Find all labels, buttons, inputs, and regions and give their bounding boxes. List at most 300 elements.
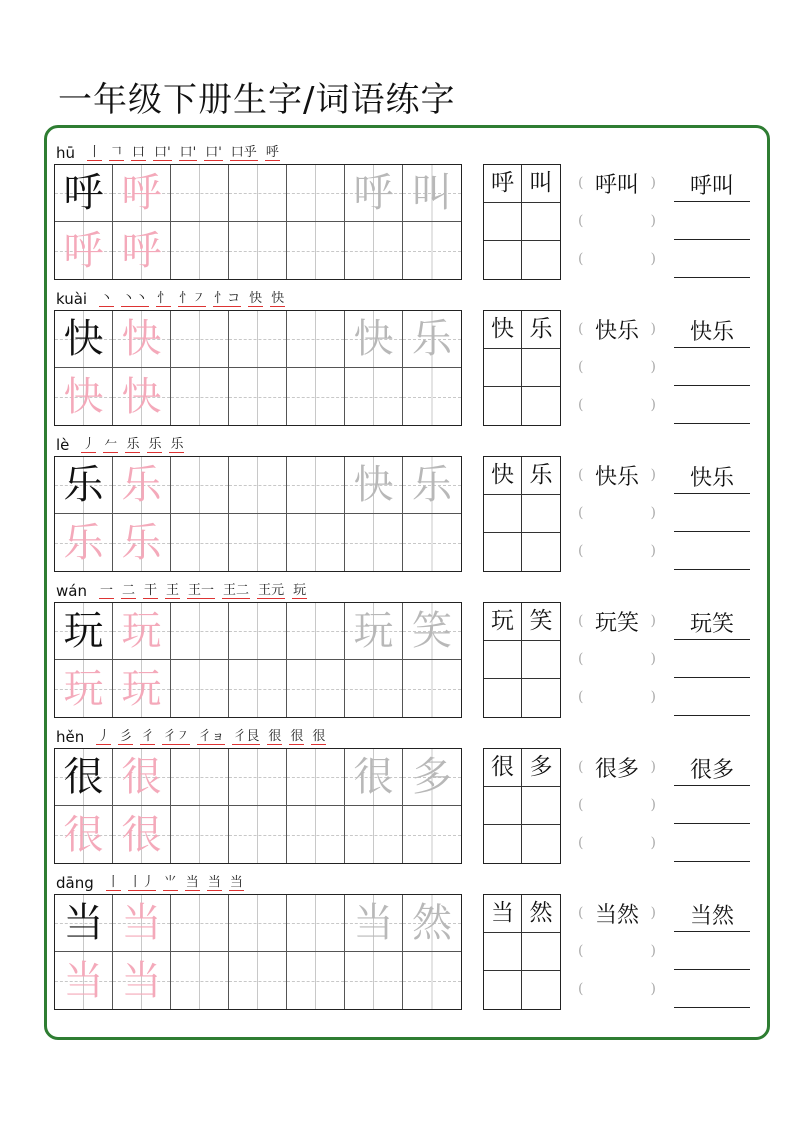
stroke-step: 很 [268, 728, 282, 744]
writing-cell[interactable] [55, 514, 113, 571]
practice-char: 叫 [412, 170, 452, 216]
paren-row[interactable] [578, 748, 656, 786]
writing-cell[interactable] [345, 603, 403, 660]
word-cell[interactable] [522, 787, 560, 825]
line-fill-column [674, 164, 750, 280]
paren-close: ) [650, 213, 656, 229]
paren-row[interactable] [578, 240, 656, 278]
word-cell[interactable] [484, 825, 522, 863]
writing-cell[interactable] [113, 368, 171, 425]
practice-section [0, 580, 800, 726]
word-char: 快 [491, 462, 514, 488]
stroke-step: 快 [249, 290, 263, 306]
write-line[interactable] [674, 310, 750, 348]
write-line[interactable] [674, 532, 750, 570]
word-cell[interactable] [484, 311, 522, 349]
paren-row[interactable] [578, 786, 656, 824]
paren-open: ( [578, 759, 584, 775]
writing-cell[interactable] [55, 165, 113, 222]
write-line[interactable] [674, 824, 750, 862]
practice-section [0, 288, 800, 434]
write-line[interactable] [674, 602, 750, 640]
paren-open: ( [578, 505, 584, 521]
writing-cell[interactable] [287, 806, 345, 863]
paren-row[interactable] [578, 456, 656, 494]
practice-char: 呼 [63, 170, 104, 216]
writing-cell[interactable] [403, 603, 461, 660]
word-cell[interactable] [522, 349, 560, 387]
writing-cell[interactable] [171, 368, 229, 425]
pinyin-fill-column [578, 310, 656, 426]
practice-char: 当 [121, 900, 162, 946]
practice-section [0, 142, 800, 288]
word-char: 然 [529, 900, 553, 926]
stroke-step: 丨 [88, 144, 102, 160]
stroke-step: 𠃍 [110, 144, 124, 160]
pinyin-fill-column [578, 456, 656, 572]
paren-row[interactable] [578, 532, 656, 570]
writing-cell[interactable] [287, 165, 345, 222]
stroke-step: 忄㇇ [179, 290, 206, 306]
word-cell[interactable] [522, 457, 560, 495]
write-line[interactable] [674, 640, 750, 678]
stroke-step: 二 [121, 582, 135, 598]
line-fill-column [674, 748, 750, 864]
paren-word: 玩笑 [594, 610, 639, 636]
practice-char: 快 [121, 373, 162, 420]
stroke-step: 丨 [106, 874, 120, 890]
tianzige-grid [54, 456, 462, 572]
line-fill-column [674, 310, 750, 426]
paren-word: 快乐 [594, 318, 639, 344]
writing-cell[interactable] [229, 368, 287, 425]
writing-cell[interactable] [345, 222, 403, 279]
pinyin-label: hěn [56, 728, 85, 746]
writing-cell[interactable] [55, 749, 113, 806]
writing-cell[interactable] [345, 311, 403, 368]
writing-cell[interactable] [113, 806, 171, 863]
stroke-step: 丶丶 [122, 290, 149, 306]
word-cell[interactable] [522, 495, 560, 533]
write-line[interactable] [674, 386, 750, 424]
writing-cell[interactable] [171, 895, 229, 952]
word-cell[interactable] [522, 387, 560, 425]
pinyin-stroke-line [56, 580, 307, 602]
paren-open: ( [578, 905, 584, 921]
paren-row[interactable] [578, 970, 656, 1008]
paren-row[interactable] [578, 202, 656, 240]
paren-row[interactable] [578, 348, 656, 386]
writing-cell[interactable] [55, 311, 113, 368]
practice-char: 玩 [63, 665, 104, 712]
write-line[interactable] [674, 240, 750, 278]
practice-char: 玩 [353, 608, 394, 654]
paren-open: ( [578, 981, 584, 997]
paren-open: ( [578, 797, 584, 813]
writing-cell[interactable] [229, 603, 287, 660]
word-cell[interactable] [522, 895, 560, 933]
write-line[interactable] [674, 494, 750, 532]
stroke-step: 很 [312, 728, 326, 744]
stroke-step: 口 [132, 144, 146, 160]
practice-char: 玩 [121, 608, 162, 654]
writing-cell[interactable] [113, 895, 171, 952]
stroke-step: 王二 [223, 582, 250, 598]
tianzige-grid [54, 894, 462, 1010]
paren-row[interactable] [578, 640, 656, 678]
paren-row[interactable] [578, 310, 656, 348]
writing-cell[interactable] [345, 952, 403, 1009]
writing-cell[interactable] [403, 895, 461, 952]
practice-char: 乐 [121, 462, 162, 508]
word-cell[interactable] [522, 533, 560, 571]
practice-section [0, 726, 800, 872]
writing-cell[interactable] [403, 514, 461, 571]
line-word: 当然 [689, 904, 734, 929]
practice-char: 当 [353, 900, 394, 946]
word-cell[interactable] [522, 203, 560, 241]
paren-row[interactable] [578, 678, 656, 716]
writing-cell[interactable] [171, 603, 229, 660]
writing-cell[interactable] [229, 222, 287, 279]
writing-cell[interactable] [171, 514, 229, 571]
line-word: 快乐 [689, 320, 734, 345]
paren-close: ) [650, 797, 656, 813]
paren-open: ( [578, 613, 584, 629]
word-cell[interactable] [484, 203, 522, 241]
writing-cell[interactable] [345, 749, 403, 806]
paren-close: ) [650, 651, 656, 667]
write-line[interactable] [674, 348, 750, 386]
practice-char: 然 [412, 900, 452, 946]
word-grid [483, 748, 561, 864]
tianzige-grid [54, 602, 462, 718]
paren-close: ) [650, 759, 656, 775]
paren-open: ( [578, 689, 584, 705]
writing-cell[interactable] [287, 895, 345, 952]
writing-cell[interactable] [229, 165, 287, 222]
word-cell[interactable] [522, 825, 560, 863]
writing-cell[interactable] [403, 457, 461, 514]
practice-char: 很 [63, 754, 104, 800]
word-cell[interactable] [522, 749, 560, 787]
paren-row[interactable] [578, 494, 656, 532]
practice-char: 当 [121, 957, 162, 1004]
word-char: 快 [491, 316, 514, 342]
stroke-step: 口乎 [230, 144, 257, 160]
word-cell[interactable] [484, 165, 522, 203]
writing-cell[interactable] [113, 749, 171, 806]
pinyin-label: dāng [56, 874, 94, 892]
stroke-step: 一 [99, 582, 113, 598]
word-char: 叫 [529, 170, 553, 196]
writing-cell[interactable] [287, 457, 345, 514]
stroke-step: 乐 [126, 436, 140, 452]
practice-char: 当 [63, 957, 104, 1004]
stroke-step: 彳㇇ [163, 728, 190, 744]
tianzige-grid [54, 748, 462, 864]
write-line[interactable] [674, 748, 750, 786]
stroke-step: 很 [290, 728, 304, 744]
word-cell[interactable] [522, 641, 560, 679]
word-cell[interactable] [522, 165, 560, 203]
writing-cell[interactable] [229, 895, 287, 952]
word-cell[interactable] [484, 971, 522, 1009]
writing-cell[interactable] [55, 222, 113, 279]
pinyin-stroke-line [56, 142, 280, 164]
word-char: 玩 [491, 608, 514, 634]
practice-char: 呼 [121, 227, 162, 274]
practice-char: 乐 [412, 316, 452, 362]
write-line[interactable] [674, 932, 750, 970]
practice-char: 乐 [121, 519, 162, 566]
word-cell[interactable] [522, 971, 560, 1009]
writing-cell[interactable] [229, 514, 287, 571]
stroke-step: 口' [179, 144, 197, 160]
word-cell[interactable] [484, 533, 522, 571]
practice-char: 快 [63, 373, 104, 420]
word-grid [483, 164, 561, 280]
writing-cell[interactable] [345, 457, 403, 514]
stroke-step: 快 [271, 290, 285, 306]
stroke-step: 口' [154, 144, 171, 160]
writing-cell[interactable] [55, 806, 113, 863]
writing-cell[interactable] [287, 603, 345, 660]
word-cell[interactable] [484, 749, 522, 787]
word-cell[interactable] [484, 787, 522, 825]
writing-cell[interactable] [287, 514, 345, 571]
word-cell[interactable] [484, 387, 522, 425]
writing-cell[interactable] [171, 165, 229, 222]
paren-open: ( [578, 943, 584, 959]
word-cell[interactable] [522, 679, 560, 717]
writing-cell[interactable] [55, 952, 113, 1009]
paren-close: ) [650, 981, 656, 997]
pinyin-label: hū [56, 144, 76, 162]
stroke-step: 王元 [258, 582, 285, 598]
word-cell[interactable] [484, 679, 522, 717]
writing-cell[interactable] [403, 660, 461, 717]
stroke-step: 当 [229, 874, 243, 890]
pinyin-label: kuài [56, 290, 88, 308]
paren-row[interactable] [578, 386, 656, 424]
stroke-step: 玩 [293, 582, 307, 598]
writing-cell[interactable] [55, 660, 113, 717]
writing-cell[interactable] [55, 368, 113, 425]
writing-cell[interactable] [229, 806, 287, 863]
word-cell[interactable] [484, 241, 522, 279]
writing-cell[interactable] [113, 457, 171, 514]
writing-cell[interactable] [229, 749, 287, 806]
pinyin-fill-column [578, 894, 656, 1010]
paren-row[interactable] [578, 932, 656, 970]
writing-cell[interactable] [171, 749, 229, 806]
pinyin-stroke-line [56, 434, 184, 456]
write-line[interactable] [674, 894, 750, 932]
writing-cell[interactable] [287, 749, 345, 806]
word-cell[interactable] [484, 457, 522, 495]
word-cell[interactable] [484, 495, 522, 533]
writing-cell[interactable] [113, 222, 171, 279]
stroke-step: 当 [185, 874, 199, 890]
paren-close: ) [650, 175, 656, 191]
writing-cell[interactable] [55, 457, 113, 514]
word-char: 当 [491, 900, 514, 926]
writing-cell[interactable] [229, 311, 287, 368]
writing-cell[interactable] [345, 895, 403, 952]
writing-cell[interactable] [171, 806, 229, 863]
writing-cell[interactable] [55, 603, 113, 660]
word-cell[interactable] [484, 933, 522, 971]
writing-cell[interactable] [403, 311, 461, 368]
paren-close: ) [650, 321, 656, 337]
writing-cell[interactable] [229, 457, 287, 514]
stroke-step: 忄 [157, 290, 171, 306]
practice-section [0, 434, 800, 580]
writing-cell[interactable] [229, 952, 287, 1009]
writing-cell[interactable] [113, 660, 171, 717]
stroke-step: 干 [144, 582, 158, 598]
page-title: 一年级下册生字/词语练字 [58, 80, 456, 120]
practice-char: 很 [353, 754, 394, 800]
paren-open: ( [578, 359, 584, 375]
writing-cell[interactable] [55, 895, 113, 952]
writing-cell[interactable] [403, 222, 461, 279]
stroke-step: 彡 [119, 728, 133, 744]
practice-char: 玩 [63, 608, 104, 654]
paren-word: 当然 [594, 902, 639, 928]
writing-cell[interactable] [403, 806, 461, 863]
word-grid [483, 456, 561, 572]
practice-char: 多 [412, 754, 452, 800]
word-cell[interactable] [484, 895, 522, 933]
paren-open: ( [578, 251, 584, 267]
practice-char: 快 [353, 462, 394, 508]
writing-cell[interactable] [345, 165, 403, 222]
stroke-step: 丿 [97, 728, 111, 744]
write-line[interactable] [674, 678, 750, 716]
writing-cell[interactable] [229, 660, 287, 717]
practice-char: 呼 [63, 227, 104, 274]
writing-cell[interactable] [403, 952, 461, 1009]
practice-char: 很 [63, 811, 104, 858]
writing-cell[interactable] [171, 660, 229, 717]
pinyin-fill-column [578, 164, 656, 280]
paren-close: ) [650, 943, 656, 959]
writing-cell[interactable] [113, 514, 171, 571]
writing-cell[interactable] [287, 311, 345, 368]
word-cell[interactable] [484, 641, 522, 679]
stroke-step: 彳艮 [233, 728, 260, 744]
writing-cell[interactable] [171, 952, 229, 1009]
word-char: 笑 [529, 608, 553, 634]
paren-open: ( [578, 321, 584, 337]
word-cell[interactable] [522, 311, 560, 349]
word-cell[interactable] [522, 603, 560, 641]
line-word: 很多 [689, 758, 734, 783]
line-word: 玩笑 [689, 612, 734, 637]
line-fill-column [674, 894, 750, 1010]
paren-close: ) [650, 505, 656, 521]
writing-cell[interactable] [113, 952, 171, 1009]
paren-word: 快乐 [594, 464, 639, 490]
stroke-step: ⺌ [163, 874, 177, 890]
paren-row[interactable] [578, 894, 656, 932]
writing-cell[interactable] [403, 368, 461, 425]
writing-cell[interactable] [171, 457, 229, 514]
paren-row[interactable] [578, 824, 656, 862]
writing-cell[interactable] [403, 165, 461, 222]
practice-char: 呼 [121, 170, 162, 216]
paren-open: ( [578, 397, 584, 413]
paren-row[interactable] [578, 602, 656, 640]
line-word: 快乐 [689, 466, 734, 491]
practice-char: 当 [63, 900, 104, 946]
writing-cell[interactable] [345, 660, 403, 717]
write-line[interactable] [674, 164, 750, 202]
practice-char: 快 [121, 316, 162, 362]
writing-cell[interactable] [287, 368, 345, 425]
writing-cell[interactable] [287, 660, 345, 717]
writing-cell[interactable] [287, 952, 345, 1009]
paren-close: ) [650, 689, 656, 705]
practice-char: 很 [121, 754, 162, 800]
word-cell[interactable] [484, 603, 522, 641]
writing-cell[interactable] [403, 749, 461, 806]
stroke-step: 丿 [82, 436, 96, 452]
write-line[interactable] [674, 202, 750, 240]
word-grid [483, 602, 561, 718]
pinyin-fill-column [578, 748, 656, 864]
tianzige-grid [54, 310, 462, 426]
writing-cell[interactable] [171, 311, 229, 368]
stroke-step: 𠂉 [104, 436, 118, 452]
stroke-step: 彳 [141, 728, 155, 744]
practice-char: 玩 [121, 665, 162, 712]
word-cell[interactable] [484, 349, 522, 387]
write-line[interactable] [674, 970, 750, 1008]
paren-open: ( [578, 175, 584, 191]
writing-cell[interactable] [345, 806, 403, 863]
writing-cell[interactable] [287, 222, 345, 279]
practice-section [0, 872, 800, 1018]
paren-row[interactable] [578, 164, 656, 202]
writing-cell[interactable] [113, 603, 171, 660]
paren-open: ( [578, 543, 584, 559]
write-line[interactable] [674, 786, 750, 824]
paren-close: ) [650, 835, 656, 851]
word-cell[interactable] [522, 933, 560, 971]
practice-char: 笑 [412, 608, 452, 654]
line-fill-column [674, 602, 750, 718]
writing-cell[interactable] [113, 311, 171, 368]
stroke-step: 丶 [100, 290, 114, 306]
stroke-step: 王 [166, 582, 180, 598]
pinyin-stroke-line [56, 288, 285, 310]
word-cell[interactable] [522, 241, 560, 279]
paren-close: ) [650, 613, 656, 629]
writing-cell[interactable] [345, 514, 403, 571]
word-grid [483, 310, 561, 426]
writing-cell[interactable] [113, 165, 171, 222]
write-line[interactable] [674, 456, 750, 494]
writing-cell[interactable] [171, 222, 229, 279]
practice-char: 呼 [353, 170, 394, 216]
stroke-step: 乐 [148, 436, 162, 452]
practice-char: 快 [353, 316, 394, 362]
stroke-step: 丨丿 [128, 874, 155, 890]
writing-cell[interactable] [345, 368, 403, 425]
